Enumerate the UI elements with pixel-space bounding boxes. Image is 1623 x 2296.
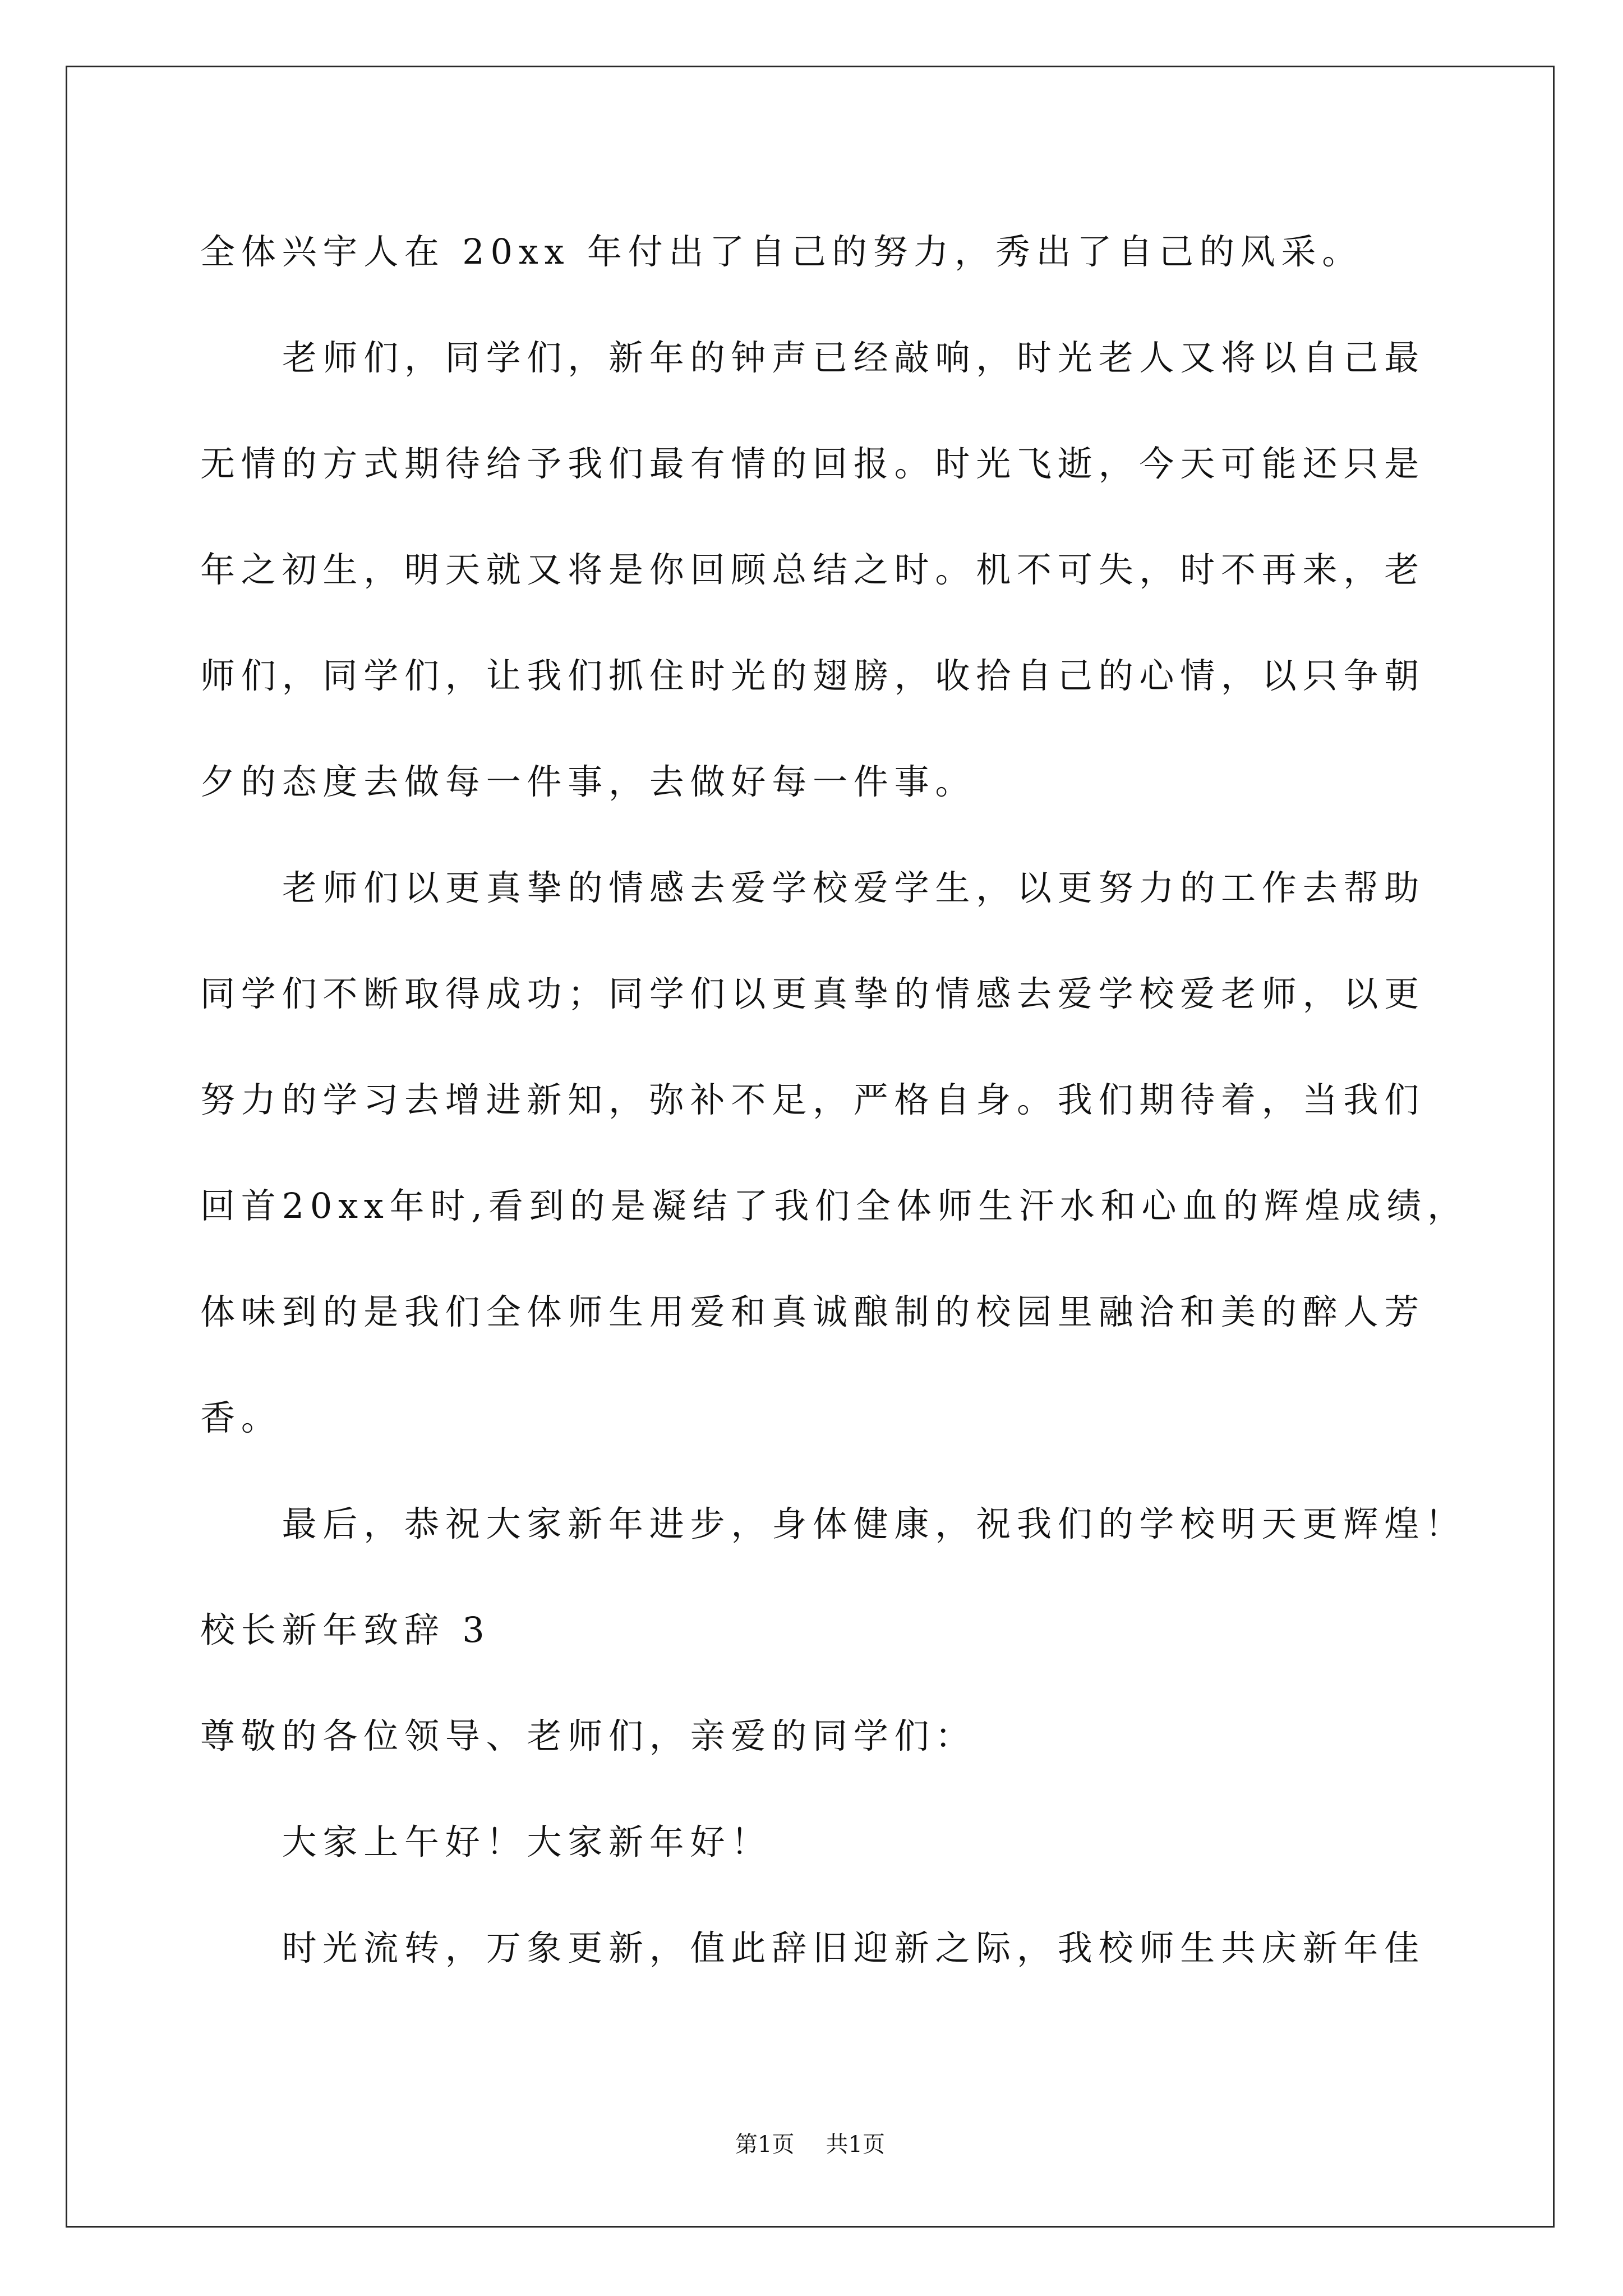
salutation: 尊敬的各位领导、老师们，亲爱的同学们：: [200, 1715, 976, 1756]
body-text: [200, 199, 1535, 2001]
text-line: 回首20xx年时,看到的是凝结了我们全体师生汗水和心血的辉煌成绩，: [200, 1185, 1468, 1226]
page-total: 共1页: [826, 2132, 885, 2157]
paragraph: [200, 1789, 1535, 1895]
text-line: 全体兴宇人在 20xx 年付出了自己的努力，秀出了自己的风采。: [200, 231, 1363, 272]
text-line: 夕的态度去做每一件事，去做好每一件事。: [200, 761, 976, 802]
text-line: 年之初生，明天就又将是你回顾总结之时。机不可失，时不再来，老: [200, 549, 1426, 590]
paragraph: [200, 199, 1535, 305]
text-line: 时光流转，万象更新，值此辞旧迎新之际，我校师生共庆新年佳: [282, 1927, 1425, 1968]
section-heading: 校长新年致辞 3: [200, 1609, 491, 1650]
text-line: 努力的学习去增进新知，弥补不足，严格自身。我们期待着，当我们: [200, 1079, 1426, 1120]
paragraph: [200, 1471, 1535, 1577]
paragraph: [200, 835, 1535, 1471]
paragraph: [200, 1895, 1535, 2001]
text-line: 香。: [200, 1397, 282, 1438]
text-line: 大家上午好！大家新年好！: [282, 1821, 772, 1862]
text-line: 老师们，同学们，新年的钟声已经敲响，时光老人又将以自己最: [282, 337, 1425, 378]
text-line: 同学们不断取得成功；同学们以更真挚的情感去爱学校爱老师，以更: [200, 973, 1426, 1014]
text-line: 体味到的是我们全体师生用爱和真诚酿制的校园里融洽和美的醉人芳: [200, 1291, 1426, 1332]
paragraph: [200, 305, 1535, 835]
page-footer: [66, 2129, 1555, 2160]
text-line: 师们，同学们，让我们抓住时光的翅膀，收拾自己的心情，以只争朝: [200, 655, 1426, 696]
page-number: 第1页: [735, 2132, 795, 2157]
text-line: 最后，恭祝大家新年进步，身体健康，祝我们的学校明天更辉煌！: [282, 1503, 1466, 1544]
text-line: 无情的方式期待给予我们最有情的回报。时光飞逝，今天可能还只是: [200, 443, 1426, 484]
text-line: 老师们以更真挚的情感去爱学校爱学生，以更努力的工作去帮助: [282, 867, 1425, 908]
